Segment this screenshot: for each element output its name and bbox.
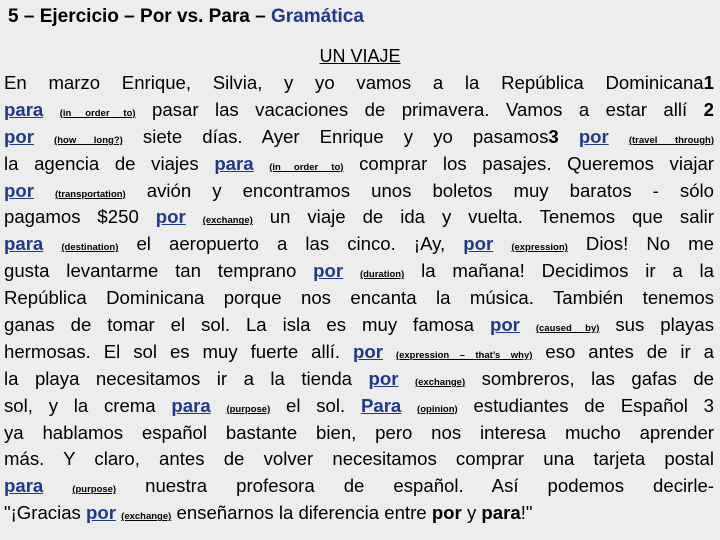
- text-segment: más. Y claro, antes de volver necesitamos comprar una tarjeta postal: [4, 448, 714, 470]
- text-segment: sus playas: [615, 314, 714, 336]
- blank-number: 1: [703, 72, 714, 93]
- text-segment: sol, y la crema: [4, 394, 156, 416]
- text-line: [0, 124, 720, 151]
- text-line: [0, 151, 720, 178]
- hint-label: (transportation): [55, 188, 126, 200]
- text-segment: ganas de tomar el sol. La isla es muy famosa: [4, 314, 475, 336]
- answer-word: por: [463, 233, 494, 255]
- text-line: [0, 446, 720, 473]
- text-segment: eso antes de ir a: [545, 340, 714, 362]
- text-line: [0, 393, 720, 420]
- hint-label: (exchange): [414, 376, 466, 388]
- text-line: [0, 231, 720, 258]
- text-segment: nuestra profesora de español. Así podemos decirle-: [145, 475, 715, 497]
- hint-label: (duration): [359, 269, 405, 281]
- hint-label: (caused by): [535, 323, 600, 335]
- text-line: [0, 473, 720, 500]
- text-segment: sombreros, las gafas de: [481, 367, 715, 389]
- blank-number: 3: [548, 125, 559, 147]
- text-segment: enseñarnos la diferencia entre: [176, 502, 427, 524]
- answer-word: por: [86, 502, 116, 524]
- text-line: [0, 366, 720, 393]
- hint-label: (destination): [61, 242, 119, 254]
- text-line: [0, 178, 720, 205]
- answer-word: para: [4, 98, 44, 120]
- hint-label: (expression – that’s why): [395, 349, 533, 361]
- blank-number: 2: [703, 98, 714, 120]
- text-segment: "¡Gracias: [4, 502, 81, 524]
- text-segment: gusta levantarme tan temprano: [4, 260, 297, 282]
- text-line: [0, 70, 720, 97]
- text-segment: la agencia de viajes: [4, 152, 199, 174]
- answer-word: por: [578, 125, 609, 147]
- text-segment: hermosas. El sol es muy fuerte allí.: [4, 340, 341, 362]
- answer-word: por: [4, 179, 34, 201]
- hint-label: (travel through): [628, 134, 714, 146]
- hint-label: (opinion): [417, 403, 458, 415]
- answer-word: para: [171, 394, 211, 416]
- hint-label: (exchange): [121, 511, 172, 523]
- text-segment: República Dominicana porque nos encanta la música. También tenemos: [4, 287, 714, 309]
- text-segment: pasar las vacaciones de primavera. Vamos a estar allí: [152, 98, 688, 120]
- answer-word: por: [4, 125, 34, 147]
- text-segment: avión y encontramos unos boletos muy baratos - sólo: [146, 179, 715, 201]
- hint-label: (how long?): [54, 134, 123, 146]
- answer-word: para: [214, 152, 254, 174]
- text-line: [0, 285, 720, 312]
- answer-word: por: [368, 367, 399, 389]
- text-line: [0, 204, 720, 231]
- text-segment: el aeropuerto a las cinco. ¡Ay,: [136, 233, 446, 255]
- text-segment: estudiantes de Español 3: [473, 394, 715, 416]
- text-line: [0, 312, 720, 339]
- answer-word: por: [489, 314, 520, 336]
- header-topic: Gramática: [271, 6, 364, 27]
- hint-label: (in order to): [269, 161, 344, 173]
- text-segment: Dios! No me: [585, 233, 715, 255]
- story-text: [0, 70, 720, 527]
- text-line: [0, 97, 720, 124]
- header-prefix: 5 – Ejercicio – Por vs. Para –: [8, 6, 271, 27]
- hint-label: (exchange): [202, 215, 253, 227]
- text-segment: ya hablamos español bastante bien, pero nos interesa mucho aprender: [4, 421, 714, 443]
- text-segment: comprar los pasajes. Queremos viajar: [359, 152, 714, 174]
- text-segment: y: [466, 502, 477, 524]
- bold-word: por: [431, 502, 462, 524]
- text-segment: la playa necesitamos ir a la tienda: [4, 367, 353, 389]
- story-title: UN VIAJE: [319, 46, 401, 66]
- text-line: [0, 500, 720, 527]
- answer-word: por: [353, 340, 383, 362]
- page-header: [8, 6, 364, 28]
- answer-word: Para: [360, 394, 402, 416]
- text-line: [0, 258, 720, 285]
- text-segment: pagamos $250: [4, 206, 139, 228]
- answer-word: por: [155, 206, 186, 228]
- text-line: [0, 339, 720, 366]
- bold-word: para: [481, 502, 521, 524]
- text-segment: !": [520, 502, 533, 524]
- text-segment: un viaje de ida y vuelta. Tenemos que salir: [269, 206, 715, 228]
- answer-word: para: [4, 233, 44, 255]
- text-segment: siete días. Ayer Enrique y yo pasamos: [142, 125, 549, 147]
- answer-word: por: [313, 260, 344, 282]
- text-segment: el sol.: [286, 394, 346, 416]
- text-line: [0, 420, 720, 447]
- text-segment: En marzo Enrique, Silvia, y yo vamos a la República Dominicana: [4, 72, 704, 93]
- text-segment: la mañana! Decidimos ir a la: [421, 260, 714, 282]
- hint-label: (in order to): [59, 107, 136, 119]
- hint-label: (purpose): [72, 484, 117, 496]
- answer-word: para: [4, 475, 44, 497]
- hint-label: (purpose): [226, 403, 271, 415]
- hint-label: (expression): [511, 242, 568, 254]
